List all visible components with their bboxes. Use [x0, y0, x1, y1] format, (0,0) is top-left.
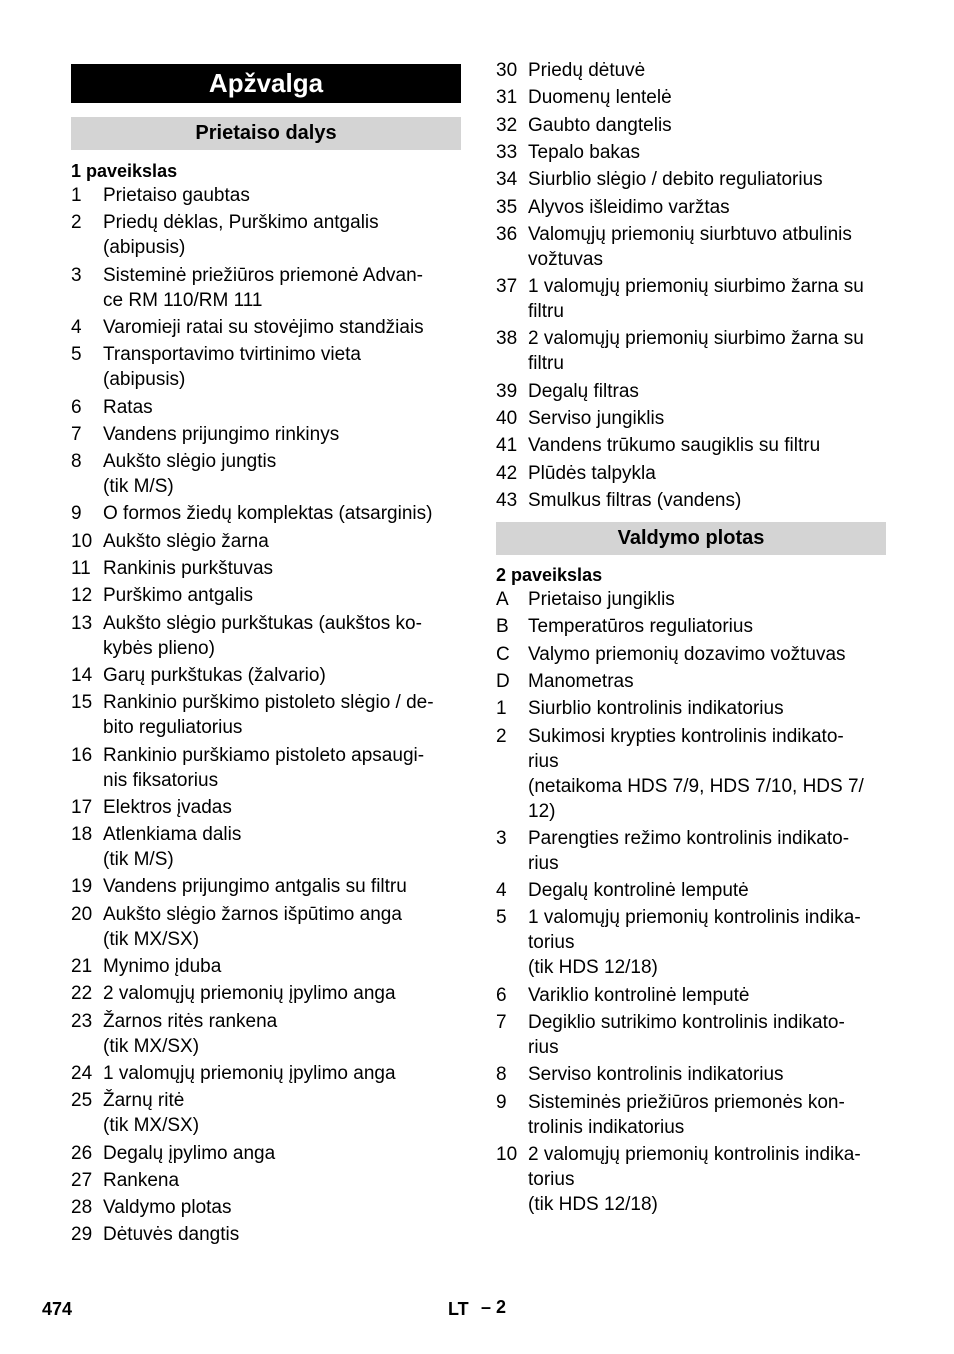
list-item-text: Degiklio sutrikimo kontrolinis indikato- — [528, 1012, 845, 1033]
list-item-text: 1 valomųjų priemonių kontrolinis indika- — [528, 907, 861, 929]
list-item-number: 41 — [496, 435, 518, 457]
list-item-number: 5 — [71, 344, 82, 366]
list-item-text: rius — [528, 852, 559, 874]
list-item-text: 1 valomųjų priemonių įpylimo anga — [103, 1062, 396, 1084]
list-item-number: 42 — [496, 462, 518, 484]
list-item-text: Gaubto dangtelis — [528, 114, 672, 136]
list-item-number: 28 — [71, 1197, 93, 1219]
list-item-text: Rankena — [103, 1169, 180, 1191]
list-item-number: 10 — [496, 1143, 518, 1165]
list-item-text: filtru — [528, 353, 564, 375]
list-item-text: (abipusis) — [103, 237, 186, 259]
list-item-text: rius — [528, 1037, 559, 1058]
list-item-text: Žarnų ritė — [103, 1090, 185, 1112]
list-item-number: 14 — [71, 664, 93, 686]
list-item-text: Aukšto slėgio žarnos išpūtimo anga — [103, 903, 402, 925]
list-item-text: rius — [528, 750, 559, 772]
list-item-text: 2 valomųjų priemonių kontrolinis indika- — [528, 1143, 861, 1165]
list-item-text: (tik MX/SX) — [103, 928, 200, 950]
list-item-number: 19 — [71, 876, 93, 898]
page-number: 474 — [42, 1299, 73, 1319]
section-heading-device-parts: Prietaiso dalys — [71, 117, 461, 150]
list-item-text: O formos žiedų komplektas (atsarginis) — [103, 503, 433, 525]
list-item-number: 6 — [71, 396, 82, 418]
list-item-text: Valymo priemonių dozavimo vožtuvas — [528, 643, 846, 665]
figure-label-1: 1 paveikslas — [71, 161, 178, 181]
list-item-number: 23 — [71, 1010, 93, 1032]
list-item-number: 40 — [496, 408, 518, 429]
list-item-number: 1 — [496, 698, 507, 720]
list-item-text: bito reguliatorius — [103, 717, 243, 739]
list-item-number: 38 — [496, 328, 518, 350]
list-item-number: 29 — [71, 1224, 93, 1246]
list-item-text: Prietaiso gaubtas — [103, 185, 250, 206]
list-item-number: 8 — [71, 451, 82, 473]
list-item-text: (tik M/S) — [103, 476, 174, 498]
list-item-number: 7 — [496, 1012, 507, 1033]
list-item-number: 7 — [71, 423, 82, 445]
list-item-text: Manometras — [528, 670, 634, 692]
list-item-text: Dėtuvės dangtis — [103, 1224, 240, 1246]
list-item-text: Elektros įvadas — [103, 796, 232, 818]
list-item-number: 11 — [71, 558, 91, 579]
list-item-number: 17 — [71, 796, 93, 818]
list-item-text: Aukšto slėgio purkštukas (aukštos ko- — [103, 612, 422, 634]
list-item-text: Temperatūros reguliatorius — [528, 616, 753, 638]
list-item-text: Ratas — [103, 396, 153, 418]
list-item-number: 31 — [496, 87, 518, 109]
list-item-number: 12 — [71, 585, 93, 607]
list-item-number: B — [496, 616, 509, 638]
list-item-text: Degalų filtras — [528, 380, 639, 402]
list-item-number: 16 — [71, 744, 93, 766]
list-item-text: Plūdės talpykla — [528, 462, 656, 484]
list-item-number: 35 — [496, 196, 518, 218]
list-item-text: (abipusis) — [103, 369, 186, 391]
list-item-text: kybės plieno) — [103, 637, 215, 659]
list-item-number: 9 — [71, 503, 82, 525]
list-item-text: Garų purkštukas (žalvario) — [103, 664, 326, 686]
list-item-number: 9 — [496, 1091, 507, 1113]
list-item-number: 24 — [71, 1062, 93, 1084]
list-item-text: (netaikoma HDS 7/9, HDS 7/10, HDS 7/ — [528, 775, 864, 797]
list-item-number: 20 — [71, 903, 93, 925]
list-item-number: A — [496, 589, 509, 610]
list-item-number: 15 — [71, 692, 93, 714]
list-item-text: 2 valomųjų priemonių įpylimo anga — [103, 983, 396, 1005]
list-item-number: 8 — [496, 1064, 507, 1086]
list-item-text: torius — [528, 1168, 575, 1190]
list-item-number: 6 — [496, 984, 507, 1006]
list-item-number: 3 — [496, 827, 507, 849]
list-item-text: (tik HDS 12/18) — [528, 1193, 658, 1215]
list-item-number: D — [496, 670, 510, 692]
list-item-text: Prietaiso jungiklis — [528, 589, 675, 610]
list-item-text: torius — [528, 932, 575, 954]
list-item-text: Purškimo antgalis — [103, 585, 253, 607]
page-title: Apžvalga — [71, 64, 461, 103]
list-item-text: Rankinio purškiamo pistoleto apsaugi- — [103, 744, 425, 766]
list-item-text: Vandens trūkumo saugiklis su filtru — [528, 435, 821, 457]
list-item-text: 2 valomųjų priemonių siurbimo žarna su — [528, 328, 864, 350]
language-code: LT — [448, 1299, 469, 1319]
list-item-number: 36 — [496, 223, 518, 245]
list-item-text: Alyvos išleidimo varžtas — [528, 196, 730, 218]
list-item-text: Siurblio kontrolinis indikatorius — [528, 698, 784, 720]
list-item-text: Variklio kontrolinė lemputė — [528, 984, 750, 1006]
list-item-text: Duomenų lentelė — [528, 87, 672, 109]
page-suffix: – 2 — [481, 1297, 507, 1317]
list-item-text: Aukšto slėgio žarna — [103, 530, 269, 552]
list-item-text: (tik MX/SX) — [103, 1035, 200, 1057]
list-item-number: 37 — [496, 276, 518, 298]
list-item-text: filtru — [528, 301, 564, 323]
list-item-text: Aukšto slėgio jungtis — [103, 451, 277, 473]
list-item-number: 33 — [496, 141, 518, 163]
list-item-text: Transportavimo tvirtinimo vieta — [103, 344, 361, 366]
section-heading-control-panel: Valdymo plotas — [496, 522, 886, 555]
list-item-text: Varomieji ratai su stovėjimo standžiais — [103, 316, 424, 338]
list-item-text: Sukimosi krypties kontrolinis indikato- — [528, 725, 844, 747]
list-item-text: Sisteminės priežiūros priemonės kon- — [528, 1091, 845, 1113]
list-item-number: 4 — [496, 880, 507, 902]
list-item-text: Smulkus filtras (vandens) — [528, 489, 742, 511]
list-item-text: (tik M/S) — [103, 849, 174, 871]
list-item-text: ce RM 110/RM 111 — [103, 289, 263, 311]
list-item-number: 34 — [496, 169, 518, 191]
list-item-text: Parengties režimo kontrolinis indikato- — [528, 827, 850, 849]
list-item-number: 21 — [71, 956, 93, 977]
list-item-text: Rankinis purkštuvas — [103, 558, 274, 579]
list-item-number: 13 — [71, 612, 93, 634]
list-item-text: Rankinio purškimo pistoleto slėgio / de- — [103, 692, 434, 714]
list-item-text: Priedų dėtuvė — [528, 60, 646, 81]
list-item-number: C — [496, 643, 510, 665]
list-item-text: trolinis indikatorius — [528, 1116, 685, 1138]
list-item-text: Valdymo plotas — [103, 1197, 232, 1219]
list-item-text: vožtuvas — [528, 248, 603, 270]
list-item-text: Siurblio slėgio / debito reguliatorius — [528, 169, 823, 191]
list-item-number: 5 — [496, 907, 507, 929]
list-item-text: Degalų kontrolinė lemputė — [528, 880, 749, 902]
list-item-number: 1 — [71, 185, 82, 206]
list-item-number: 39 — [496, 380, 518, 402]
list-item-text: Priedų dėklas, Purškimo antgalis — [103, 212, 379, 234]
list-item-text: Serviso jungiklis — [528, 408, 665, 429]
list-item-text: Vandens prijungimo antgalis su filtru — [103, 876, 407, 898]
list-item-text: Atlenkiama dalis — [103, 824, 242, 846]
list-item-text: Žarnos ritės rankena — [103, 1010, 278, 1032]
list-item-number: 27 — [71, 1169, 93, 1191]
list-item-number: 26 — [71, 1142, 93, 1164]
list-item-text: nis fiksatorius — [103, 769, 219, 791]
list-item-number: 2 — [496, 725, 507, 747]
list-item-text: 1 valomųjų priemonių siurbimo žarna su — [528, 276, 864, 298]
list-item-number: 10 — [71, 530, 93, 552]
list-item-number: 18 — [71, 824, 93, 846]
list-item-number: 22 — [71, 983, 93, 1005]
list-item-text: (tik HDS 12/18) — [528, 957, 658, 979]
list-item-number: 25 — [71, 1090, 93, 1112]
list-item-text: Valomųjų priemonių siurbtuvo atbulinis — [528, 223, 852, 245]
list-item-text: (tik MX/SX) — [103, 1115, 200, 1137]
list-item-text: 12) — [528, 800, 556, 822]
list-item-text: Sisteminė priežiūros priemonė Advan- — [103, 264, 423, 286]
list-item-text: Tepalo bakas — [528, 141, 640, 163]
list-item-number: 4 — [71, 316, 82, 338]
list-item-text: Degalų įpylimo anga — [103, 1142, 276, 1164]
list-item-text: Vandens prijungimo rinkinys — [103, 423, 340, 445]
list-item-number: 2 — [71, 212, 82, 234]
list-item-text: Serviso kontrolinis indikatorius — [528, 1064, 784, 1086]
list-item-number: 3 — [71, 264, 82, 286]
list-item-number: 30 — [496, 60, 518, 81]
list-item-text: Mynimo įduba — [103, 956, 222, 977]
list-item-number: 43 — [496, 489, 518, 511]
figure-label-2: 2 paveikslas — [496, 565, 603, 585]
list-item-number: 32 — [496, 114, 518, 136]
